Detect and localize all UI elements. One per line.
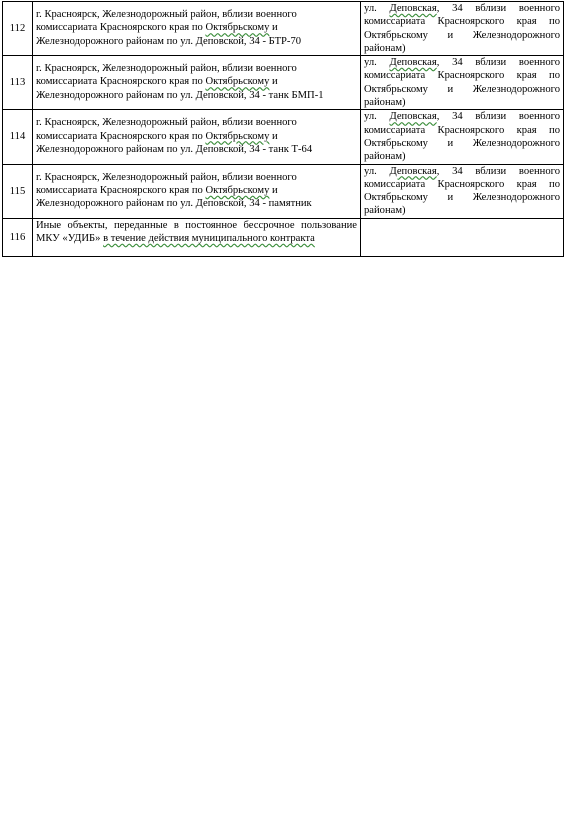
location-cell bbox=[361, 110, 564, 164]
location-text bbox=[364, 2, 560, 42]
location-last-line: районам) bbox=[364, 205, 406, 217]
location-last-line: районам) bbox=[364, 97, 406, 109]
address-text: г. Красноярск, Железнодорожный район, вблизи военного комиссариата Красноярского края по bbox=[36, 63, 297, 88]
address-text: г. Красноярск, Железнодорожный район, вблизи военного комиссариата Красноярского края по bbox=[36, 117, 297, 142]
address-text-end: и Железнодорожного районам по ул. Деповской, 34 - танк Т-64 bbox=[36, 130, 313, 155]
location-street-word: Деповская bbox=[389, 165, 437, 177]
location-street-word: Деповская bbox=[389, 111, 437, 123]
location-street-word: Деповская bbox=[389, 57, 437, 69]
address-text-end: и Железнодорожного районам по ул. Деповской, 34 - БТР-70 bbox=[36, 22, 302, 47]
address-cell bbox=[33, 164, 361, 218]
table-row bbox=[3, 164, 564, 218]
objects-table-body bbox=[3, 2, 564, 257]
location-prefix: ул. bbox=[364, 111, 390, 123]
row-number: 114 bbox=[3, 110, 33, 164]
location-text bbox=[364, 110, 560, 150]
location-text-body: , 34 вблизи военного комиссариата Красноярского края по Октябрьскому и Железнодорожного bbox=[364, 57, 561, 95]
other-objects-text: Иные объекты, переданные в постоянное бессрочное пользование МКУ «УДИБ» bbox=[36, 219, 357, 245]
row-number: 116 bbox=[3, 218, 33, 256]
table-row bbox=[3, 56, 564, 110]
location-prefix: ул. bbox=[364, 3, 390, 14]
location-prefix: ул. bbox=[364, 165, 390, 177]
address-district-word: Октябрьскому bbox=[205, 130, 270, 142]
row-number: 113 bbox=[3, 56, 33, 110]
other-objects-contract-text: в течение действия муниципального контракта bbox=[103, 233, 315, 245]
location-text-body: , 34 вблизи военного комиссариата Красноярского края по Октябрьскому и Железнодорожного bbox=[364, 3, 561, 41]
address-district-word: Октябрьскому bbox=[205, 184, 270, 196]
row-number: 115 bbox=[3, 164, 33, 218]
objects-table bbox=[2, 1, 564, 257]
address-text: г. Красноярск, Железнодорожный район, вблизи военного комиссариата Красноярского края по bbox=[36, 9, 297, 34]
location-text-body: , 34 вблизи военного комиссариата Красноярского края по Октябрьскому и Железнодорожного bbox=[364, 111, 561, 149]
address-district-word: Октябрьскому bbox=[205, 76, 270, 88]
row-number: 112 bbox=[3, 2, 33, 56]
other-objects-cell bbox=[33, 218, 361, 256]
address-text: г. Красноярск, Железнодорожный район, вблизи военного комиссариата Красноярского края по bbox=[36, 171, 297, 196]
location-prefix: ул. bbox=[364, 57, 390, 69]
address-text-end: и Железнодорожного районам по ул. Деповской, 34 - памятник bbox=[36, 184, 312, 210]
address-district-word: Октябрьскому bbox=[205, 22, 270, 34]
address-cell bbox=[33, 56, 361, 110]
location-last-line: районам) bbox=[364, 151, 406, 163]
table-row bbox=[3, 2, 564, 56]
address-text-end: и Железнодорожного районам по ул. Деповской, 34 - танк БМП-1 bbox=[36, 76, 324, 101]
empty-location-cell bbox=[361, 218, 564, 256]
table-row-other-objects bbox=[3, 218, 564, 256]
address-cell bbox=[33, 110, 361, 164]
location-cell bbox=[361, 164, 564, 218]
location-text bbox=[364, 56, 560, 96]
location-last-line: районам) bbox=[364, 42, 406, 54]
address-cell bbox=[33, 2, 361, 56]
location-cell bbox=[361, 2, 564, 56]
location-cell bbox=[361, 56, 564, 110]
location-text bbox=[364, 165, 560, 205]
table-row bbox=[3, 110, 564, 164]
location-street-word: Деповская bbox=[389, 3, 437, 14]
location-text-body: , 34 вблизи военного комиссариата Красноярского края по Октябрьскому и Железнодорожного bbox=[364, 165, 561, 204]
